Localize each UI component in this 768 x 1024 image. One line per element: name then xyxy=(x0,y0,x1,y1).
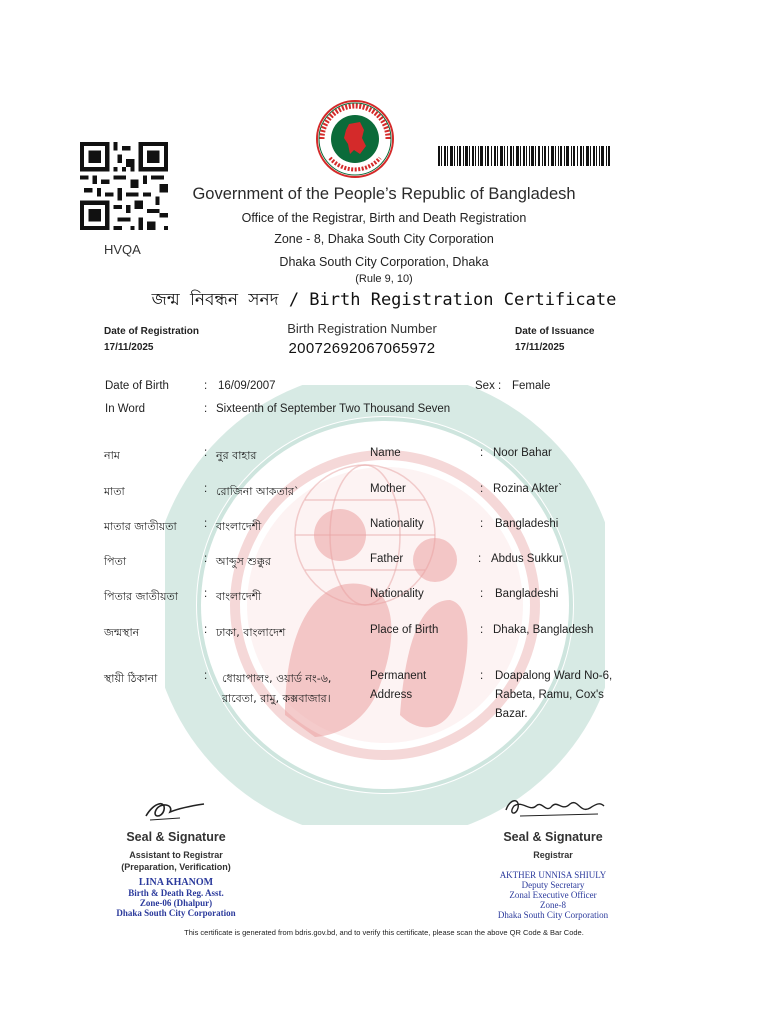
permanent-address-bn-line1: ধোয়াপালং, ওয়ার্ড নং-৬, xyxy=(222,672,332,685)
registration-number-value: 20072692067065972 xyxy=(288,340,436,357)
left-stamp-line3: Zone-06 (Dhalpur) xyxy=(139,898,213,908)
left-signature-role-2: (Preparation, Verification) xyxy=(121,862,231,872)
right-stamp-line5: Dhaka South City Corporation xyxy=(497,910,609,920)
permanent-address-bn-label: স্থায়ী ঠিকানা xyxy=(104,672,158,685)
qr-code-label: HVQA xyxy=(104,242,141,257)
name-en-label: Name xyxy=(370,447,401,459)
father-nationality-bn-label: পিতার জাতীয়তা xyxy=(104,590,178,603)
certificate-title: জন্ম নিবন্ধন সনদ / Birth Registration Certificate xyxy=(151,290,617,310)
bangladesh-government-emblem xyxy=(316,100,394,178)
father-nationality-bn-value: বাংলাদেশী xyxy=(216,590,262,603)
date-of-registration-value: 17/11/2025 xyxy=(104,342,154,353)
dob-label: Date of Birth xyxy=(105,380,169,392)
left-stamp-name: LINA KHANOM xyxy=(138,877,214,888)
dob-colon: : xyxy=(204,380,208,392)
government-title xyxy=(0,185,768,204)
date-of-registration-label: Date of Registration xyxy=(104,326,200,337)
dob-value: 16/09/2007 xyxy=(218,380,276,392)
left-stamp-line4: Dhaka South City Corporation xyxy=(116,908,236,918)
right-stamp-line2: Deputy Secretary xyxy=(521,880,585,890)
mother-nationality-en-label: Nationality xyxy=(370,518,424,530)
left-seal-signature-title: Seal & Signature xyxy=(126,830,226,844)
left-signature-role: Assistant to Registrar xyxy=(129,850,223,860)
name-bn-colon: : xyxy=(204,447,208,459)
in-word-colon: : xyxy=(204,403,208,415)
zone-line: Zone - 8, Dhaka South City Corporation xyxy=(274,232,494,246)
date-of-issuance-label: Date of Issuance xyxy=(515,326,595,337)
mother-en-label: Mother xyxy=(370,483,406,495)
mother-en-value: Rozina Akter` xyxy=(493,483,563,495)
father-bn-label: পিতা xyxy=(104,555,127,568)
permanent-address-bn-colon: : xyxy=(204,670,208,682)
right-stamp-line3: Zonal Executive Officer xyxy=(509,890,597,900)
assistant-registrar-signature xyxy=(140,794,210,824)
place-of-birth-bn-label: জন্মস্থান xyxy=(104,626,140,639)
permanent-address-en-label-line1: Permanent xyxy=(370,670,427,682)
left-signature-block xyxy=(100,830,252,918)
place-of-birth-bn-colon: : xyxy=(204,624,208,636)
permanent-address-en-line2: Rabeta, Ramu, Cox's xyxy=(495,689,604,701)
right-signature-role: Registrar xyxy=(533,850,573,860)
father-nationality-bn-colon: : xyxy=(204,588,208,600)
mother-bn-colon: : xyxy=(204,483,208,495)
name-bn-value: নুর বাহার xyxy=(216,449,257,462)
mother-en-colon: : xyxy=(480,483,484,495)
mother-bn-label: মাতা xyxy=(104,485,125,498)
permanent-address-en-label-line2: Address xyxy=(370,689,413,701)
mother-nationality-en-value: Bangladeshi xyxy=(495,518,559,530)
permanent-address-bn-line2: রাবেতা, রামু, কক্সবাজার। xyxy=(222,692,331,705)
mother-nationality-bn-value: বাংলাদেশী xyxy=(216,520,262,533)
permanent-address-en-line1: Doapalong Ward No-6, xyxy=(495,670,613,682)
father-nationality-en-value: Bangladeshi xyxy=(495,588,559,600)
name-en-colon: : xyxy=(480,447,484,459)
right-stamp-name: AKTHER UNNISA SHIULY xyxy=(499,870,607,880)
place-of-birth-en-label: Place of Birth xyxy=(370,624,439,636)
in-word-value: Sixteenth of September Two Thousand Seven xyxy=(216,403,451,415)
right-seal-signature-title: Seal & Signature xyxy=(503,830,603,844)
right-signature-block xyxy=(478,830,628,920)
rule-line: (Rule 9, 10) xyxy=(355,273,413,285)
father-bn-value: আব্দুস শুক্কুর xyxy=(216,555,271,568)
name-bn-label: নাম xyxy=(104,449,120,462)
father-nationality-en-label: Nationality xyxy=(370,588,424,600)
mother-nationality-bn-colon: : xyxy=(204,518,208,530)
father-nationality-en-colon: : xyxy=(480,588,484,600)
barcode[interactable] xyxy=(438,146,610,166)
name-en-value: Noor Bahar xyxy=(493,447,552,459)
registrar-signature xyxy=(500,792,610,822)
government-title-text: Government of the People’s Republic of Bangladesh xyxy=(192,185,576,203)
father-en-label: Father xyxy=(370,553,404,565)
registration-number-label: Birth Registration Number xyxy=(287,321,437,336)
corporation-line: Dhaka South City Corporation, Dhaka xyxy=(279,255,489,269)
place-of-birth-en-colon: : xyxy=(480,624,484,636)
in-word-label: In Word xyxy=(105,403,146,415)
mother-nationality-bn-label: মাতার জাতীয়তা xyxy=(104,520,177,533)
right-stamp-line4: Zone-8 xyxy=(540,900,566,910)
father-en-colon: : xyxy=(478,553,482,565)
left-stamp-line2: Birth & Death Reg. Asst. xyxy=(128,888,224,898)
father-bn-colon: : xyxy=(204,553,208,565)
office-line: Office of the Registrar, Birth and Death Registration xyxy=(241,211,527,225)
place-of-birth-en-value: Dhaka, Bangladesh xyxy=(493,624,594,636)
mother-bn-value: রোজিনা আকতার` xyxy=(216,485,300,498)
permanent-address-en-line3: Bazar. xyxy=(495,708,528,720)
sex-value: Female xyxy=(512,380,551,392)
permanent-address-en-colon: : xyxy=(480,670,484,682)
date-of-issuance-value: 17/11/2025 xyxy=(515,342,565,353)
verification-note: This certificate is generated from bdris.gov.bd, and to verify this certificate, please scan the above QR Code & Bar Code. xyxy=(184,928,584,937)
place-of-birth-bn-value: ঢাকা, বাংলাদেশ xyxy=(216,626,286,639)
sex-label: Sex : xyxy=(475,380,502,392)
mother-nationality-en-colon: : xyxy=(480,518,484,530)
father-en-value: Abdus Sukkur xyxy=(491,553,563,565)
